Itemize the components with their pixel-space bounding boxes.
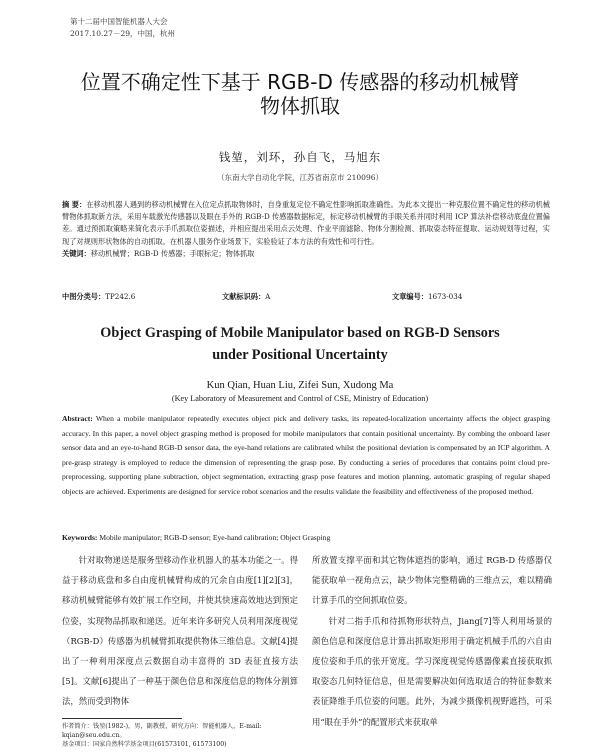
body-right-column xyxy=(312,550,552,732)
chinese-abstract-text: 在移动机器人遇到的移动机械臂在入位定点抓取物体时，自身重复定位不确定性影响抓取准确性。为此本文提出一种克服位置不确定性的移动机械臂物体抓取新方法，采用车载激光传感器以及眼在手外的 RGB-D 传感器数据标定，标定移动机械臂的手眼关系并同时利用 ICP 算法补偿移动底盘位置偏差。通过预抓取策略来简化表示手爪抓取位姿描述，并相应提出采用点云处理、作业平面滤除、物体分割检测、抓取姿态特征提取、运动规划等过程，实现了对规则形状物体的自动抓取。在机器人服务作业场景下，实验验证了本方法的有效性和可行性。 xyxy=(62,200,550,246)
chinese-title xyxy=(30,70,570,118)
conference-name: 第十二届中国智能机器人大会 xyxy=(70,17,168,26)
conference-date-place: 2017.10.27－29，中国，杭州 xyxy=(70,29,175,38)
english-title-line1: Object Grasping of Mobile Manipulator based on RGB-D Sensors xyxy=(100,325,500,341)
english-affiliation: (Key Laboratory of Measurement and Control of CSE, Ministry of Education) xyxy=(171,394,429,403)
chinese-affiliation: （东南大学自动化学院，江苏省南京市 210096） xyxy=(216,173,383,182)
chinese-abstract xyxy=(62,199,550,248)
english-abstract-label: Abstract: xyxy=(62,414,93,423)
article-number-label: 文章编号： xyxy=(392,292,428,301)
body-paragraph: 所放置支撑平面和其它物体遮挡的影响，通过 RGB-D 传感器仅能获取单一视角点云，缺少物体完整精确的三维点云，难以精确计算手爪的空间抓取位姿。 xyxy=(312,555,552,606)
chinese-title-line2: 物体抓取 xyxy=(260,94,340,118)
body-paragraph: 针对二指手爪和待抓物形状特点，Jiang[7]等人利用场景的颜色信息和深度信息计算出抓取矩形用于确定机械手爪的六自由度位姿和手爪的张开宽度。学习深度视觉传感器像素直接获取抓取姿态几何特征信息，但是需要解决如何选取适合的特征参数来表征降维手爪位姿的问题。此外，为减少摄像机视野遮挡，可采用“眼在手外”的配置形式来获取单 xyxy=(312,615,552,727)
english-authors: Kun Qian, Huan Liu, Zifei Sun, Xudong Ma xyxy=(206,380,394,391)
document-code-value: A xyxy=(265,292,271,301)
clc-number xyxy=(62,292,135,302)
chinese-keywords xyxy=(62,248,550,260)
english-abstract xyxy=(62,412,550,499)
english-keywords-text: Mobile manipulator; RGB-D sensor; Eye-hand calibration; Object Grasping xyxy=(99,533,331,542)
english-abstract-text: When a mobile manipulator repeatedly executes object pick and delivery tasks, its repeated-localization uncertainty affects the object grasping accuracy. In this paper, a novel object grasping method is proposed for mobile manipulators that contain positional uncertainty. By combing the onboard laser sensor data and an eye-to-hand RGB-D sensor data, the eye-hand relations are calibrated whilst the positional deviation is compensated by an ICP algorithm. A pre-grasp strategy is employed to reduce the dimension of representing the grasp pose. By conducting a series of procedures that contains point cloud pre-preprocessing, supporting plane subtraction, object segmentation, extracting grasp pose features and motion planning, automatic grasping of regular shaped objects are achieved. Experiments are designed for service robot scenarios and the results validate the feasibility and effectiveness of the proposed method. xyxy=(62,414,550,496)
chinese-title-line1: 位置不确定性下基于 RGB-D 传感器的移动机械臂 xyxy=(80,70,520,94)
footnote-author-bio: 作者简介：钱堃(1982-)，男，副教授，研究方向：智能机器人，E-mail: kqian@seu.edu.cn。 xyxy=(62,723,262,739)
footnote-divider xyxy=(62,718,182,719)
chinese-keywords-label: 关键词： xyxy=(62,248,91,258)
body-left-column xyxy=(62,550,298,712)
document-code-label: 文献标识码： xyxy=(222,292,266,301)
footnote-fund: 基金项目：国家自然科学基金项目(61573101, 61573100) xyxy=(62,741,227,748)
chinese-keywords-text: 移动机械臂；RGB-D 传感器；手眼标定；物体抓取 xyxy=(90,248,255,258)
document-code xyxy=(222,292,270,302)
body-paragraph: 针对取物递送是服务型移动作业机器人的基本功能之一。得益于移动底盘和多自由度机械臂构成的冗余自由度[1][2][3]，移动机械臂能够有效扩展工作空间，并使其快速高效地达到预定位姿，实现物品抓取和递送。近年来许多研究人员利用深度视觉（RGB-D）传感器为机械臂抓取提供物体三维信息。文献[4]提出了一种利用深度点云数据自动丰富得的 3D 表征直接方法[5]。文献[6]提出了一种基于颜色信息和深度信息的物体分割算法，然而受到物体 xyxy=(62,555,298,707)
article-number-value: 1673-034 xyxy=(427,292,463,301)
english-title-line2: under Positional Uncertainty xyxy=(212,347,388,363)
footnote xyxy=(62,722,298,749)
english-keywords xyxy=(62,533,550,542)
chinese-authors: 钱堃，刘环，孙自飞，马旭东 xyxy=(218,150,382,164)
english-title xyxy=(40,322,560,366)
conference-header xyxy=(70,16,175,40)
clc-label: 中图分类号： xyxy=(62,292,106,301)
article-number xyxy=(392,292,462,302)
clc-value: TP242.6 xyxy=(105,292,136,301)
english-keywords-label: Keywords: xyxy=(62,533,98,542)
chinese-abstract-label: 摘 要： xyxy=(62,200,87,209)
chinese-abstract-block xyxy=(62,199,550,260)
